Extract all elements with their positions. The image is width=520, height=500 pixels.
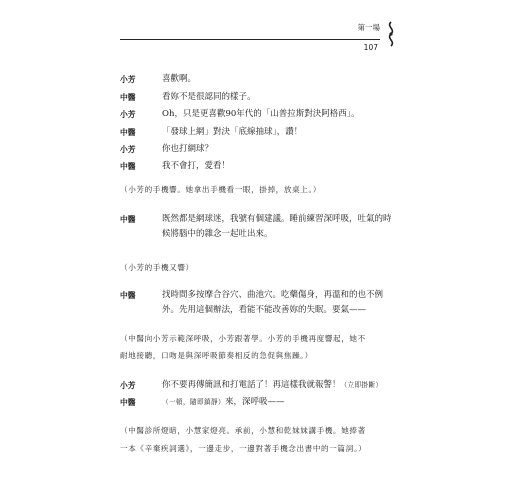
dialogue-text: 你也打網球？ [162, 144, 214, 154]
speaker-name: 中醫 [120, 398, 136, 407]
stage-direction-continued: 耐地接聽，口吻是與深呼吸節奏相反的急促與焦躁。） [120, 351, 313, 360]
dialogue-text-body: 來，深呼吸—— [224, 397, 285, 407]
speaker-name: 小芳 [120, 75, 136, 84]
page-number: 107 [363, 43, 378, 52]
dialogue-text-continued: 候將腦中的雜念一起吐出來。 [162, 229, 273, 239]
dialogue-text-continued: 外。先用這個辦法，看能不能改善妳的失眠。要氣—— [162, 305, 367, 315]
speaker-name: 中醫 [120, 291, 136, 300]
speaker-name: 中醫 [120, 93, 136, 102]
stage-direction: （中醫診所燈暗，小慧家燈亮。承前，小慧和乾妹妹講手機。她捧著 [120, 426, 366, 435]
stage-direction: （小芳的手機又響） [120, 263, 194, 272]
speaker-name: 中醫 [120, 128, 136, 137]
dialogue-text: Oh，只是更喜歡90年代的「山普拉斯對決阿格西」。 [162, 109, 360, 119]
dialogue-text [162, 396, 410, 409]
decorative-flourish-icon [384, 21, 398, 47]
stage-direction: （中醫向小芳示範深呼吸，小芳跟著學。小芳的手機再度響起，她不 [120, 334, 366, 343]
running-header [120, 14, 402, 52]
chapter-label: 第一場 [357, 23, 380, 32]
dialogue-text: 「發球上網」對決「底線抽球」，讚！ [162, 127, 303, 137]
speaker-name: 小芳 [120, 381, 136, 390]
dialogue-text: 看妳不是很認同的樣子。 [162, 92, 256, 102]
dialogue-text: 既然都是網球迷，我號有個建議。睡前練習深呼吸，吐氣的時 [162, 214, 392, 224]
dialogue-text: 喜歡啊。 [162, 74, 197, 84]
speaker-name: 小芳 [120, 145, 136, 154]
stage-direction: （小芳的手機響。她拿出手機看一眼，掛掉，放桌上。） [120, 185, 322, 194]
speaker-name: 中醫 [120, 215, 136, 224]
speaker-name: 小芳 [120, 110, 136, 119]
dialogue-text: 找時間多按摩合谷穴、曲池穴。吃藥傷身，再溫和的也不例 [162, 290, 384, 300]
header-rule [120, 39, 380, 40]
speaker-name: 中醫 [120, 162, 136, 171]
inline-stage-note: （一頓，隨即鎮靜） [162, 398, 225, 406]
dialogue-text [162, 379, 410, 392]
dialogue-text-body: 你不要再傳簡訊和打電話了！再這樣我就報警！ [162, 380, 341, 390]
stage-direction-continued: 一本《辛棄疾詞選》，一邊走步，一邊對著手機念出書中的一篇詞。） [120, 444, 367, 453]
dialogue-text: 我不會打，愛看！ [162, 161, 231, 171]
inline-stage-note: （立即掛斷） [340, 381, 383, 389]
